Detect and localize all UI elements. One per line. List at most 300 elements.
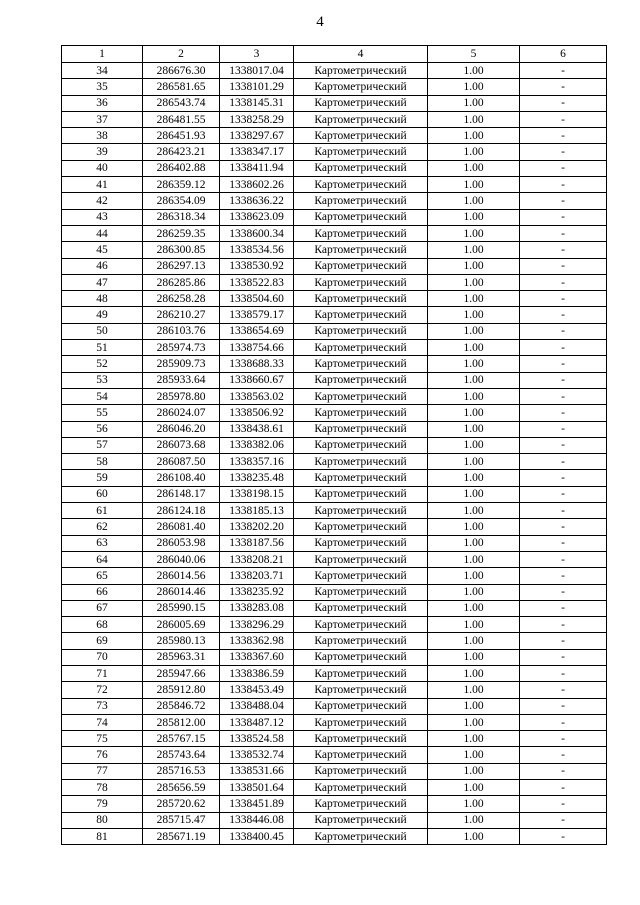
accuracy-cell: 1.00 <box>428 128 520 144</box>
table-body <box>62 63 607 845</box>
x-coordinate-cell: 285812.00 <box>143 714 220 730</box>
table-row <box>62 258 607 274</box>
accuracy-cell: 1.00 <box>428 828 520 844</box>
point-number-cell: 76 <box>62 747 143 763</box>
table-row <box>62 405 607 421</box>
point-number-cell: 80 <box>62 812 143 828</box>
accuracy-cell: 1.00 <box>428 177 520 193</box>
method-cell: Картометрический <box>294 584 428 600</box>
table-row <box>62 291 607 307</box>
method-cell: Картометрический <box>294 128 428 144</box>
description-cell: - <box>520 600 607 616</box>
column-header: 2 <box>143 46 220 63</box>
point-number-cell: 40 <box>62 160 143 176</box>
accuracy-cell: 1.00 <box>428 111 520 127</box>
table-row <box>62 160 607 176</box>
point-number-cell: 67 <box>62 600 143 616</box>
point-number-cell: 70 <box>62 649 143 665</box>
method-cell: Картометрический <box>294 617 428 633</box>
accuracy-cell: 1.00 <box>428 323 520 339</box>
x-coordinate-cell: 285846.72 <box>143 698 220 714</box>
method-cell: Картометрический <box>294 144 428 160</box>
y-coordinate-cell: 1338451.89 <box>220 796 294 812</box>
column-header: 4 <box>294 46 428 63</box>
x-coordinate-cell: 285671.19 <box>143 828 220 844</box>
method-cell: Картометрический <box>294 633 428 649</box>
table-row <box>62 388 607 404</box>
description-cell: - <box>520 503 607 519</box>
description-cell: - <box>520 421 607 437</box>
accuracy-cell: 1.00 <box>428 405 520 421</box>
point-number-cell: 57 <box>62 437 143 453</box>
method-cell: Картометрический <box>294 356 428 372</box>
accuracy-cell: 1.00 <box>428 225 520 241</box>
point-number-cell: 74 <box>62 714 143 730</box>
table-row <box>62 763 607 779</box>
x-coordinate-cell: 286210.27 <box>143 307 220 323</box>
x-coordinate-cell: 286124.18 <box>143 503 220 519</box>
y-coordinate-cell: 1338297.67 <box>220 128 294 144</box>
accuracy-cell: 1.00 <box>428 470 520 486</box>
point-number-cell: 45 <box>62 242 143 258</box>
accuracy-cell: 1.00 <box>428 79 520 95</box>
table-row <box>62 95 607 111</box>
y-coordinate-cell: 1338357.16 <box>220 454 294 470</box>
y-coordinate-cell: 1338145.31 <box>220 95 294 111</box>
y-coordinate-cell: 1338623.09 <box>220 209 294 225</box>
method-cell: Картометрический <box>294 340 428 356</box>
method-cell: Картометрический <box>294 698 428 714</box>
table-row <box>62 731 607 747</box>
x-coordinate-cell: 286087.50 <box>143 454 220 470</box>
point-number-cell: 51 <box>62 340 143 356</box>
accuracy-cell: 1.00 <box>428 633 520 649</box>
accuracy-cell: 1.00 <box>428 63 520 79</box>
coordinates-table <box>61 45 607 845</box>
point-number-cell: 55 <box>62 405 143 421</box>
accuracy-cell: 1.00 <box>428 421 520 437</box>
x-coordinate-cell: 286676.30 <box>143 63 220 79</box>
x-coordinate-cell: 285909.73 <box>143 356 220 372</box>
table-row <box>62 682 607 698</box>
point-number-cell: 71 <box>62 665 143 681</box>
method-cell: Картометрический <box>294 535 428 551</box>
method-cell: Картометрический <box>294 307 428 323</box>
table-row <box>62 421 607 437</box>
y-coordinate-cell: 1338187.56 <box>220 535 294 551</box>
table-row <box>62 111 607 127</box>
x-coordinate-cell: 285963.31 <box>143 649 220 665</box>
table-row <box>62 568 607 584</box>
method-cell: Картометрический <box>294 323 428 339</box>
method-cell: Картометрический <box>294 454 428 470</box>
x-coordinate-cell: 285715.47 <box>143 812 220 828</box>
description-cell: - <box>520 780 607 796</box>
method-cell: Картометрический <box>294 568 428 584</box>
y-coordinate-cell: 1338235.92 <box>220 584 294 600</box>
x-coordinate-cell: 286543.74 <box>143 95 220 111</box>
accuracy-cell: 1.00 <box>428 144 520 160</box>
column-header: 3 <box>220 46 294 63</box>
y-coordinate-cell: 1338411.94 <box>220 160 294 176</box>
point-number-cell: 54 <box>62 388 143 404</box>
y-coordinate-cell: 1338446.08 <box>220 812 294 828</box>
accuracy-cell: 1.00 <box>428 665 520 681</box>
method-cell: Картометрический <box>294 470 428 486</box>
description-cell: - <box>520 747 607 763</box>
method-cell: Картометрический <box>294 242 428 258</box>
accuracy-cell: 1.00 <box>428 617 520 633</box>
x-coordinate-cell: 286258.28 <box>143 291 220 307</box>
table-row <box>62 79 607 95</box>
point-number-cell: 38 <box>62 128 143 144</box>
table-row <box>62 584 607 600</box>
description-cell: - <box>520 584 607 600</box>
accuracy-cell: 1.00 <box>428 486 520 502</box>
accuracy-cell: 1.00 <box>428 356 520 372</box>
table-row <box>62 747 607 763</box>
y-coordinate-cell: 1338362.98 <box>220 633 294 649</box>
accuracy-cell: 1.00 <box>428 160 520 176</box>
table-row <box>62 323 607 339</box>
method-cell: Картометрический <box>294 551 428 567</box>
y-coordinate-cell: 1338017.04 <box>220 63 294 79</box>
table-row <box>62 796 607 812</box>
table-row <box>62 780 607 796</box>
method-cell: Картометрический <box>294 649 428 665</box>
y-coordinate-cell: 1338400.45 <box>220 828 294 844</box>
y-coordinate-cell: 1338660.67 <box>220 372 294 388</box>
point-number-cell: 73 <box>62 698 143 714</box>
x-coordinate-cell: 285743.64 <box>143 747 220 763</box>
column-header: 5 <box>428 46 520 63</box>
method-cell: Картометрический <box>294 763 428 779</box>
y-coordinate-cell: 1338382.06 <box>220 437 294 453</box>
point-number-cell: 50 <box>62 323 143 339</box>
point-number-cell: 36 <box>62 95 143 111</box>
accuracy-cell: 1.00 <box>428 95 520 111</box>
table-row <box>62 519 607 535</box>
point-number-cell: 79 <box>62 796 143 812</box>
point-number-cell: 34 <box>62 63 143 79</box>
table-row <box>62 209 607 225</box>
description-cell: - <box>520 796 607 812</box>
table-row <box>62 193 607 209</box>
table-row <box>62 274 607 290</box>
table-row <box>62 242 607 258</box>
x-coordinate-cell: 285767.15 <box>143 731 220 747</box>
table-row <box>62 649 607 665</box>
accuracy-cell: 1.00 <box>428 454 520 470</box>
point-number-cell: 56 <box>62 421 143 437</box>
description-cell: - <box>520 291 607 307</box>
point-number-cell: 37 <box>62 111 143 127</box>
point-number-cell: 63 <box>62 535 143 551</box>
y-coordinate-cell: 1338296.29 <box>220 617 294 633</box>
x-coordinate-cell: 286300.85 <box>143 242 220 258</box>
point-number-cell: 65 <box>62 568 143 584</box>
point-number-cell: 35 <box>62 79 143 95</box>
table-row <box>62 812 607 828</box>
accuracy-cell: 1.00 <box>428 340 520 356</box>
accuracy-cell: 1.00 <box>428 209 520 225</box>
method-cell: Картометрический <box>294 95 428 111</box>
table-row <box>62 665 607 681</box>
x-coordinate-cell: 286108.40 <box>143 470 220 486</box>
x-coordinate-cell: 285978.80 <box>143 388 220 404</box>
method-cell: Картометрический <box>294 682 428 698</box>
description-cell: - <box>520 812 607 828</box>
y-coordinate-cell: 1338524.58 <box>220 731 294 747</box>
description-cell: - <box>520 128 607 144</box>
accuracy-cell: 1.00 <box>428 747 520 763</box>
description-cell: - <box>520 242 607 258</box>
description-cell: - <box>520 437 607 453</box>
table-row <box>62 225 607 241</box>
accuracy-cell: 1.00 <box>428 682 520 698</box>
description-cell: - <box>520 454 607 470</box>
y-coordinate-cell: 1338202.20 <box>220 519 294 535</box>
x-coordinate-cell: 285912.80 <box>143 682 220 698</box>
x-coordinate-cell: 286024.07 <box>143 405 220 421</box>
point-number-cell: 69 <box>62 633 143 649</box>
point-number-cell: 47 <box>62 274 143 290</box>
accuracy-cell: 1.00 <box>428 796 520 812</box>
description-cell: - <box>520 535 607 551</box>
description-cell: - <box>520 665 607 681</box>
table-row <box>62 372 607 388</box>
y-coordinate-cell: 1338185.13 <box>220 503 294 519</box>
y-coordinate-cell: 1338235.48 <box>220 470 294 486</box>
x-coordinate-cell: 285720.62 <box>143 796 220 812</box>
x-coordinate-cell: 285947.66 <box>143 665 220 681</box>
method-cell: Картометрический <box>294 780 428 796</box>
description-cell: - <box>520 95 607 111</box>
point-number-cell: 39 <box>62 144 143 160</box>
y-coordinate-cell: 1338347.17 <box>220 144 294 160</box>
description-cell: - <box>520 225 607 241</box>
method-cell: Картометрический <box>294 79 428 95</box>
point-number-cell: 60 <box>62 486 143 502</box>
point-number-cell: 48 <box>62 291 143 307</box>
point-number-cell: 53 <box>62 372 143 388</box>
accuracy-cell: 1.00 <box>428 437 520 453</box>
y-coordinate-cell: 1338101.29 <box>220 79 294 95</box>
description-cell: - <box>520 340 607 356</box>
method-cell: Картометрический <box>294 177 428 193</box>
table-row <box>62 698 607 714</box>
method-cell: Картометрический <box>294 274 428 290</box>
point-number-cell: 66 <box>62 584 143 600</box>
method-cell: Картометрический <box>294 388 428 404</box>
point-number-cell: 78 <box>62 780 143 796</box>
x-coordinate-cell: 286359.12 <box>143 177 220 193</box>
point-number-cell: 61 <box>62 503 143 519</box>
method-cell: Картометрический <box>294 665 428 681</box>
table-row <box>62 551 607 567</box>
description-cell: - <box>520 698 607 714</box>
method-cell: Картометрический <box>294 747 428 763</box>
x-coordinate-cell: 286451.93 <box>143 128 220 144</box>
method-cell: Картометрический <box>294 291 428 307</box>
x-coordinate-cell: 286318.34 <box>143 209 220 225</box>
table-row <box>62 617 607 633</box>
description-cell: - <box>520 274 607 290</box>
description-cell: - <box>520 372 607 388</box>
table-row <box>62 356 607 372</box>
accuracy-cell: 1.00 <box>428 812 520 828</box>
y-coordinate-cell: 1338208.21 <box>220 551 294 567</box>
x-coordinate-cell: 286046.20 <box>143 421 220 437</box>
accuracy-cell: 1.00 <box>428 535 520 551</box>
x-coordinate-cell: 285716.53 <box>143 763 220 779</box>
point-number-cell: 64 <box>62 551 143 567</box>
description-cell: - <box>520 111 607 127</box>
point-number-cell: 72 <box>62 682 143 698</box>
description-cell: - <box>520 714 607 730</box>
description-cell: - <box>520 682 607 698</box>
method-cell: Картометрический <box>294 812 428 828</box>
table-row <box>62 633 607 649</box>
table-row <box>62 486 607 502</box>
method-cell: Картометрический <box>294 421 428 437</box>
description-cell: - <box>520 731 607 747</box>
accuracy-cell: 1.00 <box>428 780 520 796</box>
table-row <box>62 177 607 193</box>
y-coordinate-cell: 1338367.60 <box>220 649 294 665</box>
method-cell: Картометрический <box>294 63 428 79</box>
table-row <box>62 63 607 79</box>
y-coordinate-cell: 1338487.12 <box>220 714 294 730</box>
y-coordinate-cell: 1338438.61 <box>220 421 294 437</box>
x-coordinate-cell: 285980.13 <box>143 633 220 649</box>
point-number-cell: 59 <box>62 470 143 486</box>
x-coordinate-cell: 286040.06 <box>143 551 220 567</box>
description-cell: - <box>520 323 607 339</box>
table-row <box>62 307 607 323</box>
y-coordinate-cell: 1338203.71 <box>220 568 294 584</box>
description-cell: - <box>520 209 607 225</box>
method-cell: Картометрический <box>294 503 428 519</box>
description-cell: - <box>520 144 607 160</box>
x-coordinate-cell: 286053.98 <box>143 535 220 551</box>
description-cell: - <box>520 356 607 372</box>
x-coordinate-cell: 285933.64 <box>143 372 220 388</box>
description-cell: - <box>520 79 607 95</box>
x-coordinate-cell: 286014.56 <box>143 568 220 584</box>
description-cell: - <box>520 470 607 486</box>
accuracy-cell: 1.00 <box>428 584 520 600</box>
accuracy-cell: 1.00 <box>428 258 520 274</box>
point-number-cell: 68 <box>62 617 143 633</box>
x-coordinate-cell: 286581.65 <box>143 79 220 95</box>
description-cell: - <box>520 177 607 193</box>
description-cell: - <box>520 617 607 633</box>
point-number-cell: 46 <box>62 258 143 274</box>
x-coordinate-cell: 286073.68 <box>143 437 220 453</box>
description-cell: - <box>520 828 607 844</box>
accuracy-cell: 1.00 <box>428 242 520 258</box>
description-cell: - <box>520 568 607 584</box>
method-cell: Картометрический <box>294 796 428 812</box>
point-number-cell: 75 <box>62 731 143 747</box>
y-coordinate-cell: 1338504.60 <box>220 291 294 307</box>
method-cell: Картометрический <box>294 437 428 453</box>
x-coordinate-cell: 286354.09 <box>143 193 220 209</box>
point-number-cell: 58 <box>62 454 143 470</box>
point-number-cell: 43 <box>62 209 143 225</box>
method-cell: Картометрический <box>294 372 428 388</box>
accuracy-cell: 1.00 <box>428 372 520 388</box>
accuracy-cell: 1.00 <box>428 291 520 307</box>
table-row <box>62 828 607 844</box>
y-coordinate-cell: 1338258.29 <box>220 111 294 127</box>
method-cell: Картометрический <box>294 714 428 730</box>
y-coordinate-cell: 1338754.66 <box>220 340 294 356</box>
point-number-cell: 44 <box>62 225 143 241</box>
method-cell: Картометрический <box>294 405 428 421</box>
accuracy-cell: 1.00 <box>428 698 520 714</box>
description-cell: - <box>520 63 607 79</box>
accuracy-cell: 1.00 <box>428 600 520 616</box>
x-coordinate-cell: 286423.21 <box>143 144 220 160</box>
point-number-cell: 77 <box>62 763 143 779</box>
description-cell: - <box>520 551 607 567</box>
description-cell: - <box>520 633 607 649</box>
x-coordinate-cell: 286481.55 <box>143 111 220 127</box>
y-coordinate-cell: 1338602.26 <box>220 177 294 193</box>
x-coordinate-cell: 285990.15 <box>143 600 220 616</box>
y-coordinate-cell: 1338600.34 <box>220 225 294 241</box>
y-coordinate-cell: 1338501.64 <box>220 780 294 796</box>
method-cell: Картометрический <box>294 600 428 616</box>
accuracy-cell: 1.00 <box>428 503 520 519</box>
point-number-cell: 52 <box>62 356 143 372</box>
point-number-cell: 41 <box>62 177 143 193</box>
accuracy-cell: 1.00 <box>428 763 520 779</box>
description-cell: - <box>520 405 607 421</box>
column-header: 6 <box>520 46 607 63</box>
method-cell: Картометрический <box>294 828 428 844</box>
table-row <box>62 714 607 730</box>
table-row <box>62 535 607 551</box>
x-coordinate-cell: 286005.69 <box>143 617 220 633</box>
method-cell: Картометрический <box>294 111 428 127</box>
x-coordinate-cell: 286297.13 <box>143 258 220 274</box>
method-cell: Картометрический <box>294 193 428 209</box>
y-coordinate-cell: 1338531.66 <box>220 763 294 779</box>
method-cell: Картометрический <box>294 225 428 241</box>
y-coordinate-cell: 1338488.04 <box>220 698 294 714</box>
y-coordinate-cell: 1338198.15 <box>220 486 294 502</box>
method-cell: Картометрический <box>294 160 428 176</box>
description-cell: - <box>520 763 607 779</box>
column-header: 1 <box>62 46 143 63</box>
description-cell: - <box>520 193 607 209</box>
y-coordinate-cell: 1338283.08 <box>220 600 294 616</box>
accuracy-cell: 1.00 <box>428 568 520 584</box>
description-cell: - <box>520 649 607 665</box>
x-coordinate-cell: 286402.88 <box>143 160 220 176</box>
x-coordinate-cell: 285974.73 <box>143 340 220 356</box>
accuracy-cell: 1.00 <box>428 731 520 747</box>
accuracy-cell: 1.00 <box>428 274 520 290</box>
accuracy-cell: 1.00 <box>428 519 520 535</box>
method-cell: Картометрический <box>294 209 428 225</box>
page-number: 4 <box>316 14 324 30</box>
table-row <box>62 454 607 470</box>
x-coordinate-cell: 286014.46 <box>143 584 220 600</box>
